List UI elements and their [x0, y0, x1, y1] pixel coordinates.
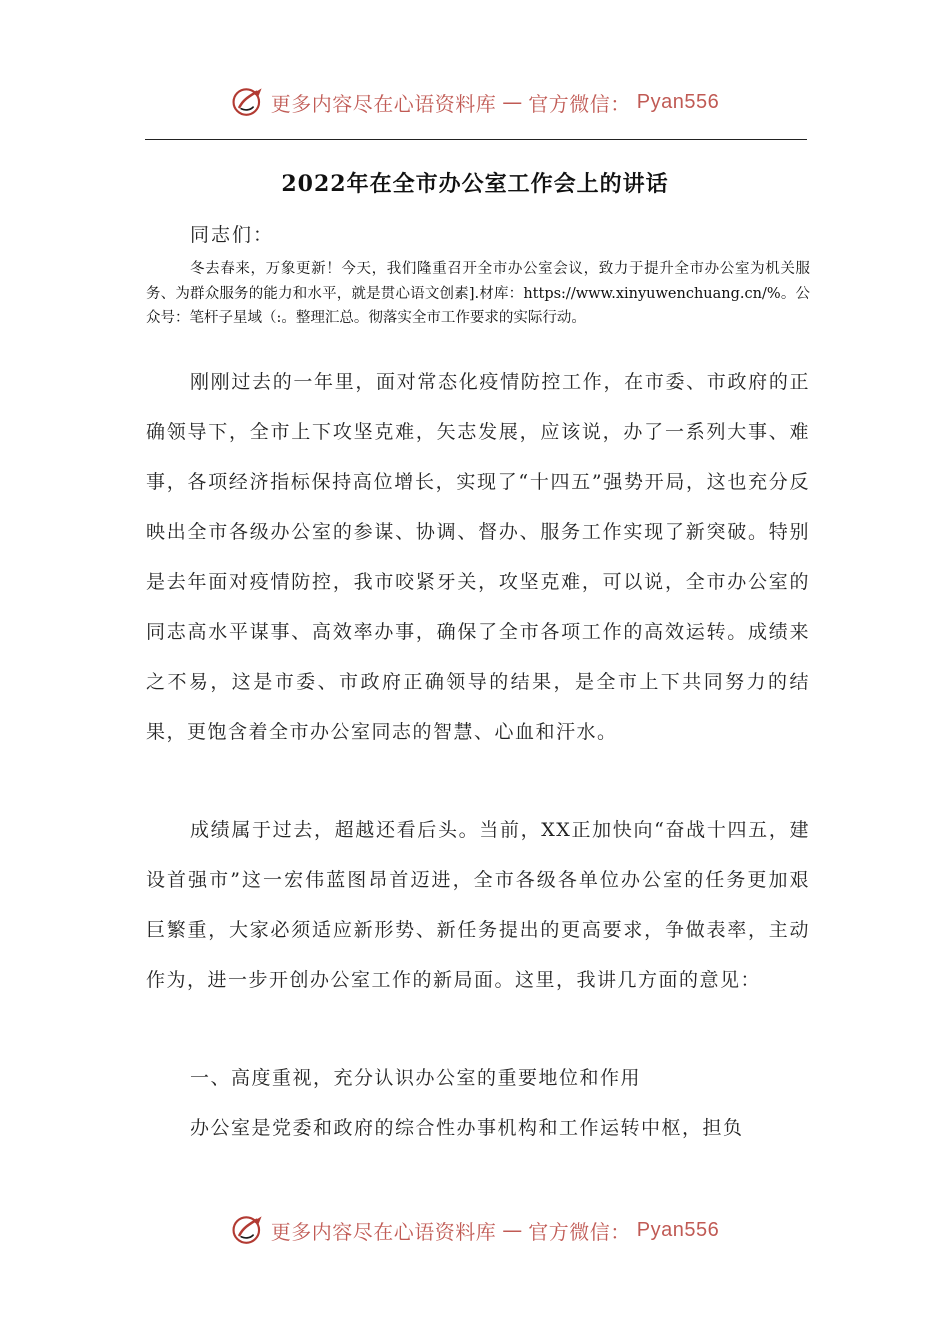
banner-separator: — — [502, 90, 523, 114]
banner-handle: Pyan556 — [636, 90, 720, 113]
banner-handle: Pyan556 — [636, 1218, 720, 1241]
brand-logo-icon — [231, 85, 265, 119]
paragraph-3: 办公室是党委和政府的综合性办事机构和工作运转中枢，担负 — [190, 1117, 744, 1139]
banner-text: 更多内容尽在心语资料库 — [270, 1219, 497, 1244]
section-heading-1: 一、高度重视，充分认识办公室的重要地位和作用 — [190, 1067, 642, 1089]
banner-label: 官方微信： — [528, 1219, 631, 1244]
header-banner — [0, 82, 950, 122]
banner-label: 官方微信： — [528, 91, 631, 116]
salutation: 同志们： — [190, 224, 275, 246]
paragraph-2: 成绩属于过去，超越还看后头。当前，XX正加快向“奋战十四五，建设首强市”这一宏伟蓝图昂首迈进，全市各级各单位办公室的任务更加艰巨繁重，大家必须适应新形势、新任务提出的更高要求，争做表率，主动作为，进一步开创办公室工作的新局面。这里，我讲几方面的意见： — [146, 819, 810, 991]
intro-paragraph: 冬去春来，万象更新！今天，我们隆重召开全市办公室会议，致力于提升全市办公室为机关服务、为群众服务的能力和水平，就是贯心语文创素].材库：https://www.xinyuwenchuang.cn/%。公众号：笔杆子星域（:。整理汇总。彻落实全市工作要求的实际行动。 — [146, 261, 810, 326]
footer-banner — [0, 1210, 950, 1250]
paragraph-1: 刚刚过去的一年里，面对常态化疫情防控工作，在市委、市政府的正确领导下，全市上下攻坚克难，矢志发展，应该说，办了一系列大事、难事，各项经济指标保持高位增长，实现了“十四五”强势开局，这也充分反映出全市各级办公室的参谋、协调、督办、服务工作实现了新突破。特别是去年面对疫情防控，我市咬紧牙关，攻坚克难，可以说，全市办公室的同志高水平谋事、高效率办事，确保了全市各项工作的高效运转。成绩来之不易，这是市委、市政府正确领导的结果，是全市上下共同努力的结果，更饱含着全市办公室同志的智慧、心血和汗水。 — [146, 371, 810, 743]
document-title: 2022年在全市办公室工作会上的讲话 — [281, 171, 669, 197]
banner-separator: — — [502, 1218, 523, 1242]
brand-logo-icon — [231, 1213, 265, 1247]
header-divider — [145, 139, 807, 140]
banner-text: 更多内容尽在心语资料库 — [270, 91, 497, 116]
